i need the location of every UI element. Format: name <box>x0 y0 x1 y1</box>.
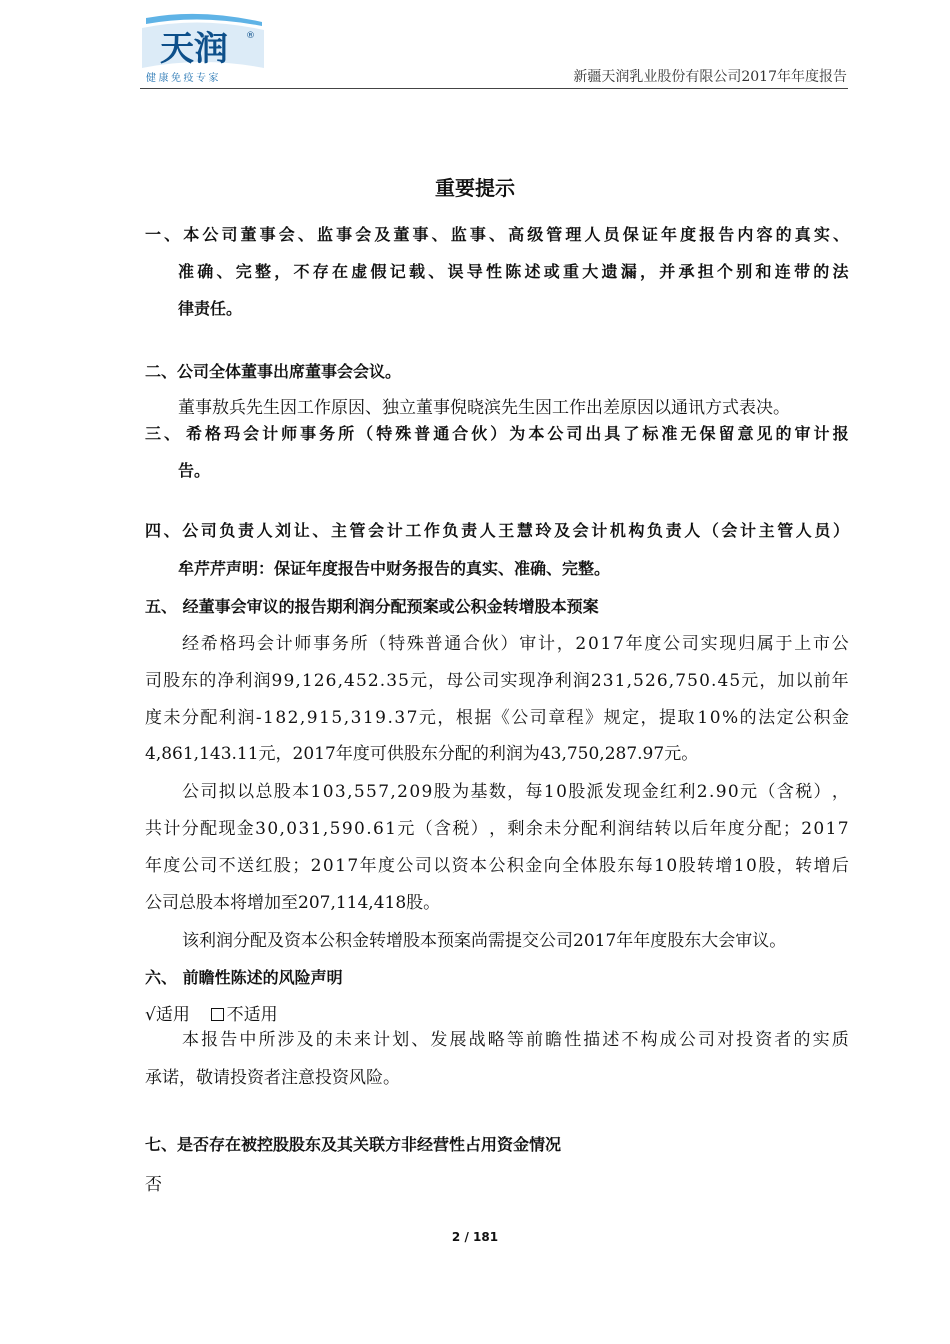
s7-heading: 七、是否存在被控股股东及其关联方非经营性占用资金情况 <box>145 1135 562 1154</box>
svg-text:®: ® <box>246 31 255 41</box>
s5-p3: 该利润分配及资本公积金转增股本预案尚需提交公司2017年年度股东大会审议。 <box>182 931 787 951</box>
s5-p1-line1: 经 希 格 玛 会 计 师 事 务 所 （ 特 殊 普 通 合 伙 ） 审 计 ， 2 0 1 7 年 度 公 司 实 现 归 属 于 上 市 公 <box>182 634 849 654</box>
s2-body: 董事敖兵先生因工作原因、独立董事倪晓滨先生因工作出差原因以通讯方式表决。 <box>178 398 790 418</box>
header-divider <box>140 88 848 89</box>
checkbox-icon <box>211 1008 224 1021</box>
logo-caption: 健康免疫专家 <box>146 73 221 84</box>
s6-body-line2: 承诺，敬请投资者注意投资风险。 <box>145 1068 400 1088</box>
s1-line3: 律责任。 <box>178 299 243 318</box>
s5-p2-line4: 公司总股本将增加至207,114,418股。 <box>145 893 441 913</box>
page-number: 2 / 181 <box>451 1230 499 1244</box>
s5-heading: 五、 经董事会审议的报告期利润分配预案或公积金转增股本预案 <box>145 597 599 616</box>
s6-body-line1: 本 报 告 中 所 涉 及 的 未 来 计 划 、 发 展 战 略 等 前 瞻 性 描 述 不 构 成 公 司 对 投 资 者 的 实 质 <box>182 1030 849 1050</box>
s6-applicability <box>145 1003 278 1027</box>
s4-line2: 牟芹芹声明：保证年度报告中财务报告的真实、准确、完整。 <box>178 559 611 578</box>
s3-line1: 三 、 希 格 玛 会 计 师 事 务 所 （ 特 殊 普 通 合 伙 ） 为 本 公 司 出 具 了 标 准 无 保 留 意 见 的 审 计 报 <box>145 424 849 443</box>
s2-heading: 二、公司全体董事出席董事会会议。 <box>145 362 402 381</box>
applicable-option: √适用 <box>145 1005 190 1025</box>
s7-answer: 否 <box>145 1175 162 1195</box>
page-header <box>0 0 950 95</box>
not-applicable-option: 不适用 <box>226 1005 278 1025</box>
s5-p1-line2: 司 股 东 的 净 利 润 9 9 , 1 2 6 , 4 5 2 . 3 5 元 ， 母 公 司 实 现 净 利 润 2 3 1 , 5 2 6 , 7 5 0 . 4 5 元 ， 加 以 前 年 <box>145 671 849 691</box>
report-header-title: 新疆天润乳业股份有限公司2017年年度报告 <box>573 69 847 85</box>
s4-line1: 四 、 公 司 负 责 人 刘 让 、 主 管 会 计 工 作 负 责 人 王 慧 玲 及 会 计 机 构 负 责 人 （ 会 计 主 管 人 员 ） <box>145 521 849 540</box>
s5-p2-line3: 年 度 公 司 不 送 红 股 ； 2 0 1 7 年 度 公 司 以 资 本 公 积 金 向 全 体 股 东 每 1 0 股 转 增 1 0 股 ， 转 增 后 <box>145 856 849 876</box>
s5-p1-line4: 4,861,143.11元，2017年度可供股东分配的利润为43,750,287.97元。 <box>145 744 699 764</box>
logo-text: 天润 <box>160 29 228 69</box>
s6-heading: 六、 前瞻性陈述的风险声明 <box>145 968 343 987</box>
s5-p2-line2: 共 计 分 配 现 金 3 0 , 0 3 1 , 5 9 0 . 6 1 元 （ 含 税 ） ， 剩 余 未 分 配 利 润 结 转 以 后 年 度 分 配 ； 2 0 1 7 <box>145 819 849 839</box>
page-title: 重要提示 <box>435 176 515 200</box>
s5-p2-line1: 公 司 拟 以 总 股 本 1 0 3 , 5 5 7 , 2 0 9 股 为 基 数 ， 每 1 0 股 派 发 现 金 红 利 2 . 9 0 元 （ 含 税 ） ， <box>182 782 849 802</box>
s1-line1: 一 、 本 公 司 董 事 会 、 监 事 会 及 董 事 、 监 事 、 高 级 管 理 人 员 保 证 年 度 报 告 内 容 的 真 实 、 <box>145 225 849 244</box>
s5-p1-line3: 度 未 分 配 利 润 - 1 8 2 , 9 1 5 , 3 1 9 . 3 7 元 ， 根 据 《 公 司 章 程 》 规 定 ， 提 取 1 0 % 的 法 定 公 积 金 <box>145 708 849 728</box>
s1-line2: 准 确 、 完 整 ， 不 存 在 虚 假 记 载 、 误 导 性 陈 述 或 重 大 遗 漏 ， 并 承 担 个 别 和 连 带 的 法 <box>178 262 849 281</box>
s3-line2: 告。 <box>178 461 211 480</box>
